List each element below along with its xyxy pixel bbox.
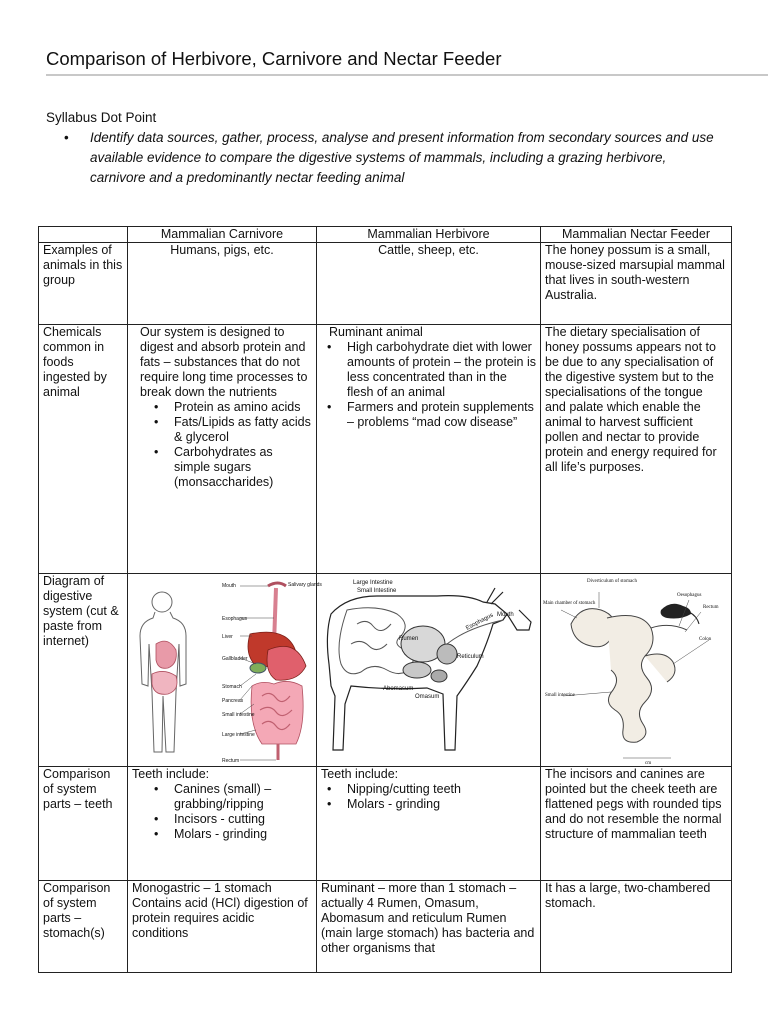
label-mouth: Mouth [497,612,514,618]
label-liver: Liver [222,634,233,640]
row-diagram [39,574,732,767]
chemicals-carnivore-list [132,400,312,490]
teeth-carnivore-list [132,782,312,842]
syllabus-heading: Syllabus Dot Point [46,110,157,125]
label-salivary-glands: Salivary glands [288,582,322,588]
header-herbivore: Mammalian Herbivore [317,227,541,243]
document-title: Comparison of Herbivore, Carnivore and Nectar Feeder [46,48,502,69]
table-header-row [39,227,732,243]
diagram-carnivore-cell [128,574,322,767]
chemicals-nectar: The dietary specialisation of honey possums appears not to be due to any specialisation of the digestive system but to the specialisations of the tongue and palate which enable the animal to harvest sufficient pollen and nectar to provide protein and energy required for all life’s purposes. [541,325,732,574]
label-oesophagus: Oesophagus [677,593,702,598]
row-examples [39,243,732,325]
list-item: • Molars - grinding [154,827,312,842]
header-nectar-feeder: Mammalian Nectar Feeder [541,227,732,243]
cow-digestive-diagram [317,574,540,766]
human-digestive-diagram [128,574,322,766]
teeth-herbivore [317,767,541,881]
diagram-herbivore-cell [317,574,541,767]
chemicals-carnivore [128,325,317,574]
possum-digestive-diagram [541,574,731,766]
row-label-examples: Examples of animals in this group [39,243,128,325]
list-item: • Incisors - cutting [154,812,312,827]
label-small-intestine: Small Intestine [357,588,397,594]
teeth-herbivore-list [321,782,536,812]
row-teeth [39,767,732,881]
examples-nectar: The honey possum is a small, mouse-sized marsupial mammal that lives in south-western Australia. [541,243,732,325]
label-large-intestine: Large intestine [222,732,255,738]
label-mouth: Mouth [222,583,236,589]
label-pancreas: Pancreas [222,698,244,704]
list-item: • Farmers and protein supplements – problems “mad cow disease” [327,400,536,430]
row-label-stomach: Comparison of system parts – stomach(s) [39,881,128,973]
list-item: • High carbohydrate diet with lower amounts of protein – the protein is less concentrated than in the flesh of an animal [327,340,536,400]
label-main-chamber: Main chamber of stomach [543,601,596,606]
label-colon: Colon [699,637,712,642]
chemicals-herbivore-intro: Ruminant animal [329,325,423,339]
row-stomach [39,881,732,973]
comparison-table [38,226,732,973]
row-label-chemicals: Chemicals common in foods ingested by animal [39,325,128,574]
label-reticulum: Reticulum [457,654,484,660]
label-rectum: Rectum [222,758,240,764]
teeth-carnivore [128,767,317,881]
label-esophagus: Esophagus [222,616,248,622]
examples-herbivore: Cattle, sheep, etc. [317,243,541,325]
list-item: • Protein as amino acids [154,400,312,415]
header-carnivore: Mammalian Carnivore [128,227,317,243]
stomach-nectar: It has a large, two-chambered stomach. [541,881,732,973]
title-divider [46,74,768,76]
stomach-carnivore: Monogastric – 1 stomach Contains acid (HCl) digestion of protein requires acidic conditions [128,881,317,973]
chemicals-carnivore-intro: Our system is designed to digest and absorb protein and fats – substances that do not require long time processes to break down the nutrients [140,325,308,399]
row-label-teeth: Comparison of system parts – teeth [39,767,128,881]
list-item: • Fats/Lipids as fatty acids & glycerol [154,415,312,445]
label-small-intestine: Small intestine [545,693,575,698]
teeth-herbivore-intro: Teeth include: [321,767,399,781]
header-empty-cell [39,227,128,243]
diagram-nectar-cell [541,574,732,767]
label-small-intestine: Small intestine [222,712,255,718]
label-large-intestine: Large Intestine [353,580,393,586]
list-item: • Carbohydrates as simple sugars (monsaccharides) [154,445,312,490]
list-item: • Canines (small) – grabbing/ripping [154,782,312,812]
row-chemicals [39,325,732,574]
teeth-nectar: The incisors and canines are pointed but the cheek teeth are flattened pegs with rounded tips and do not resemble the normal structure of mammalian teeth [541,767,732,881]
row-label-diagram: Diagram of digestive system (cut & paste from internet) [39,574,128,767]
syllabus-list [64,128,724,188]
label-gallbladder: Gallbladder [222,656,248,662]
syllabus-point: • Identify data sources, gather, process, analyse and present information from secondary sources and use available evidence to compare the digestive systems of mammals, including a grazing herbivore, carnivore and a predominantly nectar feeding animal [64,128,724,188]
label-cm: cm [645,761,652,766]
chemicals-herbivore [317,325,541,574]
stomach-herbivore: Ruminant – more than 1 stomach – actually 4 Rumen, Omasum, Abomasum and reticulum Rumen (main large stomach) has bacteria and other organisms that [317,881,541,973]
label-stomach: Stomach [222,684,242,690]
teeth-carnivore-intro: Teeth include: [132,767,210,781]
label-rectum: Rectum [703,605,719,610]
label-diverticulum: Diverticulum of stomach [587,579,637,584]
examples-carnivore: Humans, pigs, etc. [128,243,317,325]
label-esophagus: Esophagus [465,612,495,632]
chemicals-herbivore-list [321,340,536,430]
list-item: • Nipping/cutting teeth [327,782,536,797]
label-rumen: Rumen [399,636,419,642]
label-abomasum: Abomasum [383,686,414,692]
label-omasum: Omasum [415,694,440,700]
list-item: • Molars - grinding [327,797,536,812]
